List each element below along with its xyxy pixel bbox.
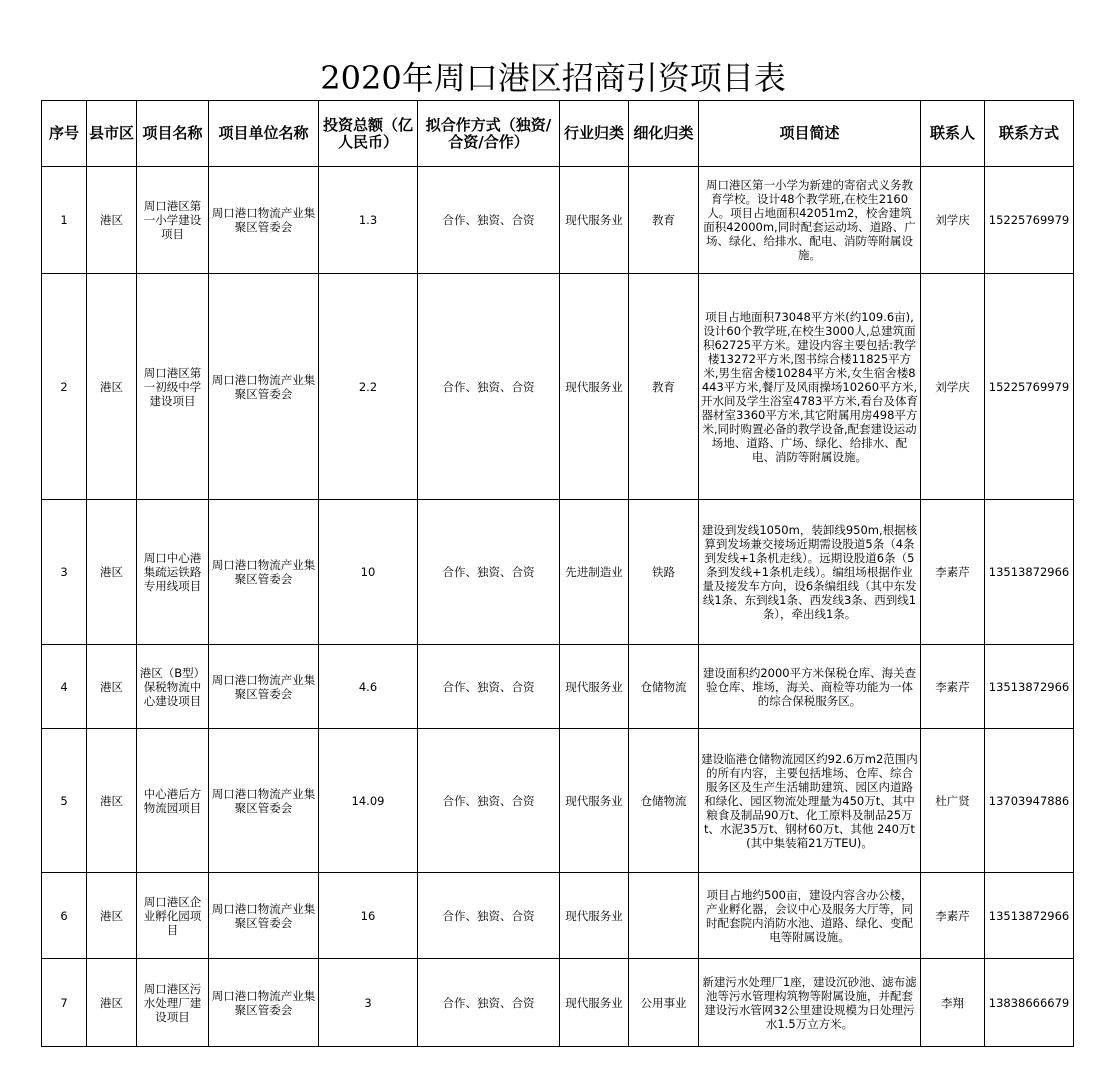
cell-description: 建设临港仓储物流园区约92.6万m2范围内的所有内容，主要包括堆场、仓库、综合服务区及生产生活辅助建筑、园区内道路和绿化、园区物流处理量为450万t、其中粮食及制品90万t、化工原料及制品25万t、水泥35万t、钢材60万t、其他 240万t(其中集装箱21万TEU)。 [699, 729, 921, 873]
table-row [42, 959, 1074, 1047]
cell-cooperation: 合作、独资、合资 [418, 274, 560, 500]
cell-unit: 周口港口物流产业集聚区管委会 [209, 873, 319, 959]
cell-phone: 13513872966 [985, 500, 1074, 645]
cell-contact: 刘学庆 [921, 274, 985, 500]
cell-description: 建设面积约2000平方米保税仓库、海关查验仓库、堆场，海关、商检等功能为一体的综合保税服务区。 [699, 645, 921, 729]
cell-cooperation: 合作、独资、合资 [418, 167, 560, 274]
cell-county: 港区 [87, 729, 137, 873]
cell-phone: 13703947886 [985, 729, 1074, 873]
cell-subcategory: 教育 [629, 167, 699, 274]
project-table [41, 100, 1074, 1047]
header-no: 序号 [42, 101, 87, 167]
cell-cooperation: 合作、独资、合资 [418, 645, 560, 729]
table-row [42, 645, 1074, 729]
cell-subcategory: 教育 [629, 274, 699, 500]
cell-county: 港区 [87, 873, 137, 959]
cell-investment: 10 [319, 500, 418, 645]
header-county: 县市区 [87, 101, 137, 167]
cell-investment: 14.09 [319, 729, 418, 873]
header-unit: 项目单位名称 [209, 101, 319, 167]
cell-no: 5 [42, 729, 87, 873]
cell-description: 项目占地面积73048平方米(约109.6亩),设计60个教学班,在校生3000人,总建筑面积62725平方米。建设内容主要包括:教学楼13272平方米,图书综合楼11825平方米,男生宿舍楼10284平方米,女生宿舍楼8443平方米,餐厅及风雨操场10260平方米,开水间及学生浴室4783平方米,看台及体育器材室3360平方米,其它附属用房498平方米,同时购置必备的教学设备,配套建设运动场地、道路、广场、绿化、给排水、配电、消防等附属设施。 [699, 274, 921, 500]
cell-description: 周口港区第一小学为新建的寄宿式义务教育学校。设计48个教学班,在校生2160人。项目占地面积42051m2，校舍建筑 面积42000m,同时配套运动场、道路、广场、绿化、给排水、配电、消防等附属设施。 [699, 167, 921, 274]
cell-county: 港区 [87, 959, 137, 1047]
cell-unit: 周口港口物流产业集聚区管委会 [209, 729, 319, 873]
cell-investment: 4.6 [319, 645, 418, 729]
cell-no: 7 [42, 959, 87, 1047]
cell-investment: 16 [319, 873, 418, 959]
cell-name: 周口中心港集疏运铁路专用线项目 [137, 500, 209, 645]
header-phone: 联系方式 [985, 101, 1074, 167]
cell-subcategory [629, 873, 699, 959]
cell-phone: 15225769979 [985, 274, 1074, 500]
cell-industry: 现代服务业 [560, 167, 629, 274]
cell-county: 港区 [87, 500, 137, 645]
cell-contact: 李素芹 [921, 500, 985, 645]
page-title: 2020年周口港区招商引资项目表 [320, 59, 786, 97]
cell-subcategory: 公用事业 [629, 959, 699, 1047]
cell-subcategory: 仓储物流 [629, 729, 699, 873]
cell-county: 港区 [87, 167, 137, 274]
cell-description: 项目占地约500亩，建设内容含办公楼，产业孵化器，会议中心及服务大厅等，同时配套院内消防水池、道路、绿化、变配电等附属设施。 [699, 873, 921, 959]
cell-investment: 3 [319, 959, 418, 1047]
cell-name: 周口港区企业孵化园项目 [137, 873, 209, 959]
header-cooperation: 拟合作方式（独资/合资/合作） [418, 101, 560, 167]
cell-investment: 1.3 [319, 167, 418, 274]
cell-name: 周口港区第一初级中学建设项目 [137, 274, 209, 500]
cell-name: 中心港后方物流园项目 [137, 729, 209, 873]
cell-name: 周口港区第一小学建设项目 [137, 167, 209, 274]
header-contact: 联系人 [921, 101, 985, 167]
cell-contact: 李素芹 [921, 645, 985, 729]
cell-phone: 15225769979 [985, 167, 1074, 274]
cell-unit: 周口港口物流产业集聚区管委会 [209, 959, 319, 1047]
cell-contact: 李素芹 [921, 873, 985, 959]
cell-cooperation: 合作、独资、合资 [418, 500, 560, 645]
cell-industry: 现代服务业 [560, 645, 629, 729]
cell-contact: 李翔 [921, 959, 985, 1047]
table-row [42, 729, 1074, 873]
cell-county: 港区 [87, 274, 137, 500]
table-row [42, 500, 1074, 645]
header-name: 项目名称 [137, 101, 209, 167]
cell-county: 港区 [87, 645, 137, 729]
cell-cooperation: 合作、独资、合资 [418, 729, 560, 873]
table-row [42, 167, 1074, 274]
header-industry: 行业归类 [560, 101, 629, 167]
cell-cooperation: 合作、独资、合资 [418, 873, 560, 959]
table-row [42, 873, 1074, 959]
cell-industry: 现代服务业 [560, 959, 629, 1047]
cell-unit: 周口港口物流产业集聚区管委会 [209, 274, 319, 500]
cell-phone: 13513872966 [985, 873, 1074, 959]
cell-subcategory: 铁路 [629, 500, 699, 645]
cell-no: 3 [42, 500, 87, 645]
cell-industry: 现代服务业 [560, 873, 629, 959]
cell-industry: 先进制造业 [560, 500, 629, 645]
cell-unit: 周口港口物流产业集聚区管委会 [209, 167, 319, 274]
header-investment: 投资总额（亿人民币） [319, 101, 418, 167]
cell-contact: 刘学庆 [921, 167, 985, 274]
cell-cooperation: 合作、独资、合资 [418, 959, 560, 1047]
cell-no: 4 [42, 645, 87, 729]
cell-name: 周口港区污水处理厂建设项目 [137, 959, 209, 1047]
cell-description: 新建污水处理厂1座，建设沉砂池、滤布滤池等污水管理构筑物等附属设施，并配套建设污水管网32公里建设规模为日处理污水1.5万立方米。 [699, 959, 921, 1047]
cell-name: 港区（B型）保税物流中心建设项目 [137, 645, 209, 729]
cell-description: 建设到发线1050m，装卸线950m,根据核算到发场兼交接场近期需设股道5条（4条到发线+1条机走线）。远期设股道6条（5条到发线+1条机走线）。编组场根据作业量及接发车方向，设6条编组线（其中东发线1条、东到线1条、西发线3条、西到线1条），牵出线1条。 [699, 500, 921, 645]
cell-subcategory: 仓储物流 [629, 645, 699, 729]
cell-contact: 杜广贤 [921, 729, 985, 873]
cell-no: 1 [42, 167, 87, 274]
cell-no: 6 [42, 873, 87, 959]
table-row [42, 274, 1074, 500]
cell-unit: 周口港口物流产业集聚区管委会 [209, 645, 319, 729]
cell-phone: 13513872966 [985, 645, 1074, 729]
cell-industry: 现代服务业 [560, 729, 629, 873]
cell-unit: 周口港口物流产业集聚区管委会 [209, 500, 319, 645]
cell-investment: 2.2 [319, 274, 418, 500]
cell-industry: 现代服务业 [560, 274, 629, 500]
cell-no: 2 [42, 274, 87, 500]
header-subcategory: 细化归类 [629, 101, 699, 167]
header-description: 项目简述 [699, 101, 921, 167]
cell-phone: 13838666679 [985, 959, 1074, 1047]
header-row [42, 101, 1074, 167]
